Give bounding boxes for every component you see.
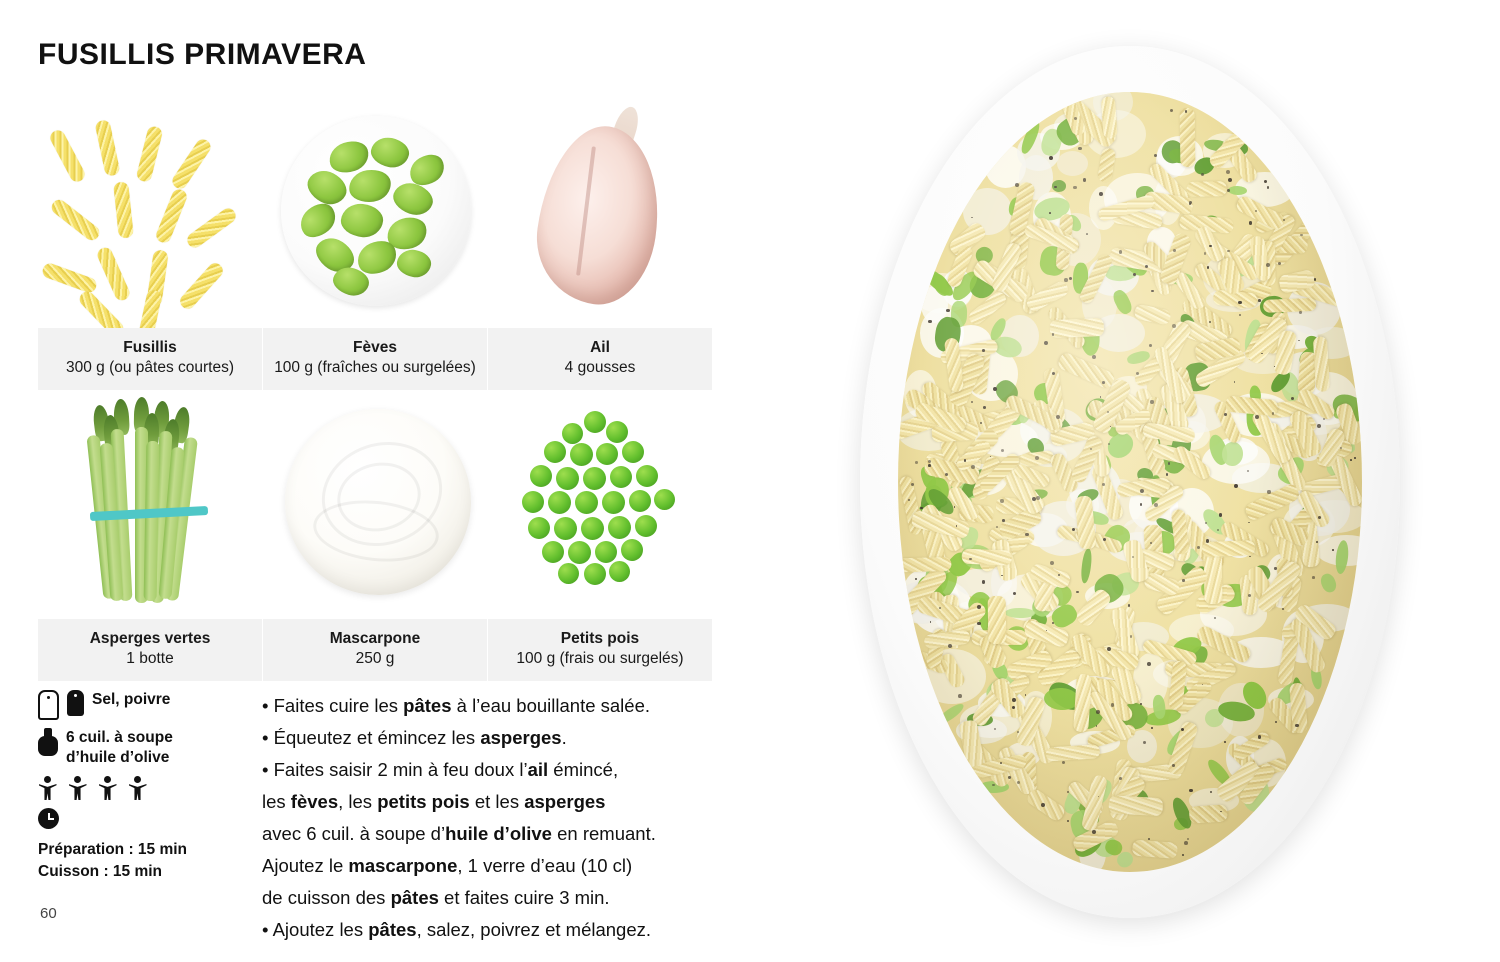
ingredient-name: Ail — [590, 339, 610, 356]
page-number: 60 — [40, 905, 57, 922]
olive-oil-label: 6 cuil. à soupe d’huile d’olive — [66, 729, 173, 766]
green-peas-photo — [488, 391, 712, 619]
ingredients-grid — [38, 100, 712, 681]
ingredient-caption — [263, 619, 487, 681]
servings-row — [38, 776, 238, 800]
ingredient-qty: 100 g (frais ou surgelés) — [516, 650, 684, 667]
clock-icon — [38, 808, 59, 829]
garlic-clove-photo — [488, 100, 712, 328]
ingredient-caption — [38, 619, 262, 681]
ingredient-caption — [263, 328, 487, 390]
timer-row — [38, 808, 238, 829]
ingredient-name: Fèves — [353, 339, 397, 356]
step-line: • Faites cuire les pâtes à l’eau bouillante salée. — [262, 695, 651, 716]
step-line: de cuisson des pâtes et faites cuire 3 min. — [262, 887, 610, 908]
fusilli-pasta-photo — [38, 100, 262, 328]
salt-pepper-label: Sel, poivre — [92, 691, 171, 708]
salt-shaker-icon — [38, 690, 59, 720]
olive-oil-row — [38, 728, 238, 768]
ingredient-qty: 100 g (fraîches ou surgelées) — [274, 359, 476, 376]
person-icon — [68, 776, 87, 800]
ingredient-name: Petits pois — [560, 630, 640, 647]
prep-time: Préparation : 15 min — [38, 841, 188, 858]
person-icon — [98, 776, 117, 800]
broad-beans-photo — [263, 100, 487, 328]
step-line: les fèves, les petits pois et les asperges — [262, 791, 606, 812]
pepper-shaker-icon — [67, 690, 84, 716]
ingredient-card-fusillis — [38, 100, 262, 390]
recipe-meta-column — [38, 690, 238, 883]
ingredient-card-petits-pois — [488, 391, 712, 681]
ingredient-card-mascarpone — [263, 391, 487, 681]
ingredient-qty: 250 g — [355, 650, 395, 667]
ingredient-card-ail — [488, 100, 712, 390]
recipe-steps — [262, 690, 718, 946]
times-block — [38, 839, 238, 883]
ingredient-qty: 4 gousses — [564, 359, 636, 376]
step-line: avec 6 cuil. à soupe d’huile d’olive en remuant. — [262, 823, 656, 844]
ingredient-qty: 300 g (ou pâtes courtes) — [65, 359, 235, 376]
cook-time: Cuisson : 15 min — [38, 863, 163, 880]
person-icon — [38, 776, 57, 800]
ingredient-name: Mascarpone — [329, 630, 421, 647]
ingredient-qty: 1 botte — [126, 650, 174, 667]
right-page — [750, 0, 1500, 962]
step-line: • Équeutez et émincez les asperges. — [262, 727, 567, 748]
ingredient-caption — [488, 619, 712, 681]
finished-dish-photo — [898, 92, 1362, 872]
ingredient-card-feves — [263, 100, 487, 390]
person-icon — [128, 776, 147, 800]
ingredient-caption — [38, 328, 262, 390]
green-asparagus-photo — [38, 391, 262, 619]
salt-pepper-row — [38, 690, 238, 720]
ingredient-name: Asperges vertes — [89, 630, 211, 647]
page-title: FUSILLIS PRIMAVERA — [38, 38, 367, 71]
ingredient-card-asperges — [38, 391, 262, 681]
step-line: • Faites saisir 2 min à feu doux l’ail émincé, — [262, 759, 619, 780]
step-line: Ajoutez le mascarpone, 1 verre d’eau (10 cl) — [262, 855, 633, 876]
oil-bottle-icon — [38, 728, 58, 756]
mascarpone-photo — [263, 391, 487, 619]
step-line: • Ajoutez les pâtes, salez, poivrez et mélangez. — [262, 919, 652, 940]
ingredient-caption — [488, 328, 712, 390]
ingredient-name: Fusillis — [123, 339, 177, 356]
